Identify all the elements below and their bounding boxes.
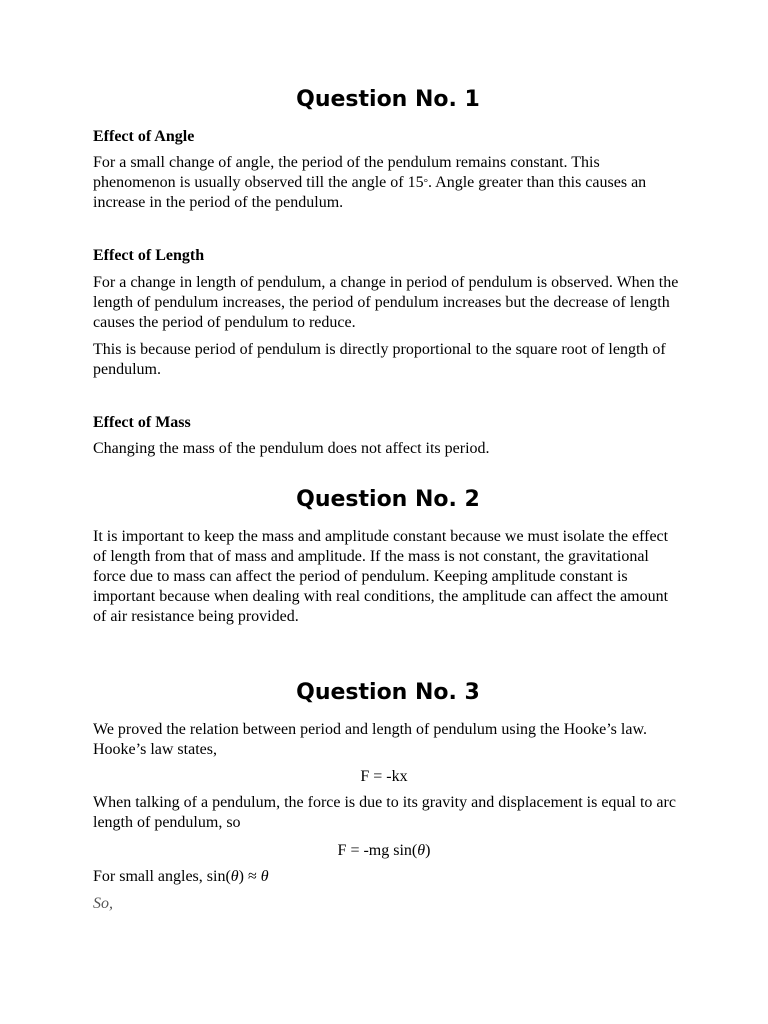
eq-2-suffix: ) bbox=[425, 842, 431, 859]
effect-of-length-heading: Effect of Length bbox=[93, 247, 205, 264]
eq-2-prefix: F = -mg sin( bbox=[337, 842, 418, 859]
angle-text-part-a: For a small change of angle, the period of the pendulum remains constant. This phenomenon is usually observed till the angle of 15 bbox=[93, 154, 600, 191]
question-3-paragraph-1: We proved the relation between period and length of pendulum using the Hooke’s law. Hooke’s law states, bbox=[93, 721, 647, 758]
question-3-title: Question No. 3 bbox=[296, 680, 480, 705]
angle-text-part-b: . Angle greater than this causes an increase in the period of the pendulum. bbox=[93, 174, 647, 211]
small-angle-prefix: For small angles, sin( bbox=[93, 868, 231, 885]
effect-of-angle-paragraph bbox=[93, 153, 683, 213]
question-1-title: Question No. 1 bbox=[296, 87, 480, 112]
effect-of-angle-heading: Effect of Angle bbox=[93, 128, 195, 145]
theta-symbol: θ bbox=[230, 868, 239, 885]
effect-of-length-paragraph-2: This is because period of pendulum is directly proportional to the square root of length of pendulum. bbox=[93, 341, 666, 378]
so-label: So, bbox=[93, 895, 113, 912]
degree-symbol: ° bbox=[423, 177, 429, 189]
effect-of-length-paragraph-1: For a change in length of pendulum, a change in period of pendulum is observed. When the length of pendulum increases, the period of pendulum increases but the decrease of length causes the period of pendulum to reduce. bbox=[93, 274, 679, 331]
small-angle-mid: ) ≈ bbox=[238, 868, 261, 885]
question-2-paragraph: It is important to keep the mass and amplitude constant because we must isolate the effect of length from that of mass and amplitude. If the mass is not constant, the gravitational force due to mass can affect the period of pendulum. Keeping amplitude constant is important because when dealing with real conditions, the amplitude can affect the amount of air resistance being provided. bbox=[93, 528, 669, 625]
equation-pendulum-force bbox=[93, 841, 675, 861]
question-3-paragraph-2: When talking of a pendulum, the force is due to its gravity and displacement is equal to arc length of pendulum, so bbox=[93, 794, 676, 831]
small-angle-approximation bbox=[93, 867, 683, 887]
theta-symbol: θ bbox=[260, 868, 269, 885]
theta-symbol: θ bbox=[417, 842, 426, 859]
effect-of-mass-paragraph: Changing the mass of the pendulum does not affect its period. bbox=[93, 440, 490, 457]
question-2-title: Question No. 2 bbox=[296, 487, 480, 512]
equation-hookes-law: F = -kx bbox=[360, 768, 408, 785]
effect-of-mass-heading: Effect of Mass bbox=[93, 414, 191, 431]
